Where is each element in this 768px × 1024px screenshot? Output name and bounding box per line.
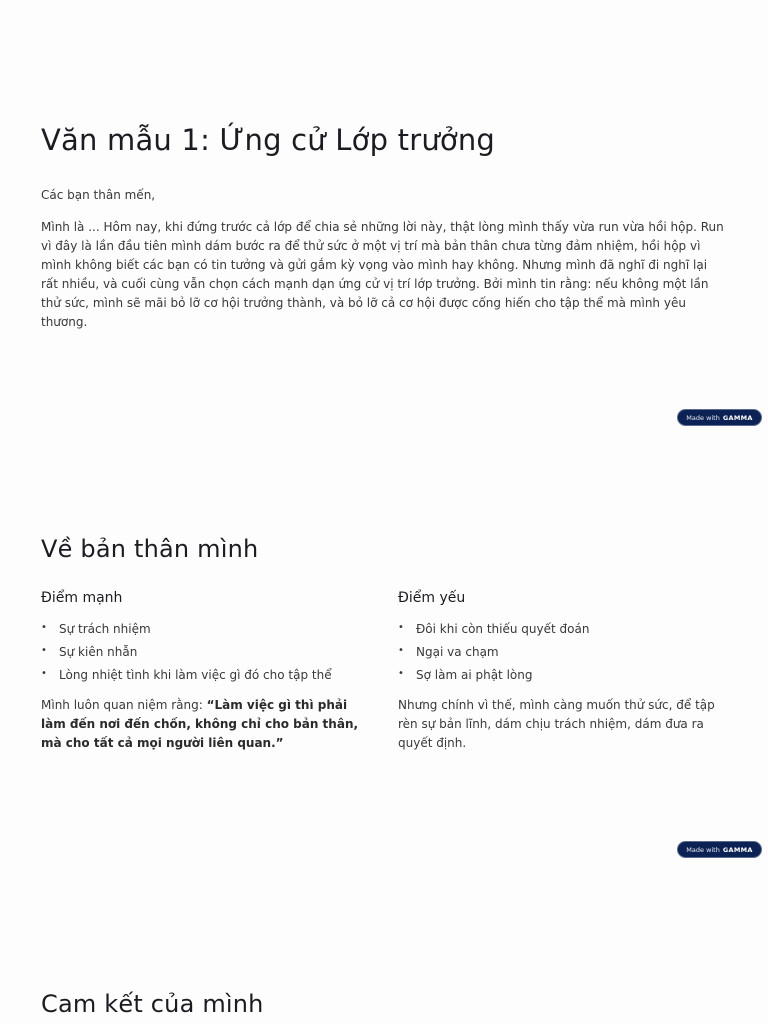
gamma-logo: GAMMA [722, 845, 753, 854]
bullet-icon: • [398, 622, 404, 633]
list-item: • Sự kiên nhẫn [41, 645, 138, 659]
list-item: • Ngại va chạm [398, 645, 499, 659]
list-item: • Đôi khi còn thiếu quyết đoán [398, 622, 590, 636]
greeting-text: Các bạn thân mến, [41, 188, 156, 202]
weaknesses-heading: Điểm yếu [398, 590, 466, 606]
note-prefix: Mình luôn quan niệm rằng: [41, 698, 207, 712]
strengths-column [41, 588, 371, 753]
badge-prefix: Made with [686, 845, 720, 854]
bullet-icon: • [41, 622, 47, 633]
badge-prefix: Made with [686, 413, 720, 422]
made-with-gamma-badge[interactable] [677, 841, 762, 858]
bullet-icon: • [398, 668, 404, 679]
weaknesses-list [398, 622, 728, 683]
strengths-list [41, 622, 371, 683]
list-item: • Sự trách nhiệm [41, 622, 151, 636]
weaknesses-note: Nhưng chính vì thế, mình càng muốn thử sức, để tập rèn sự bản lĩnh, dám chịu trách nhiệm, dám đưa ra quyết định. [398, 698, 715, 750]
slide-about-me [0, 432, 768, 864]
strengths-heading: Điểm mạnh [41, 590, 123, 606]
bullet-icon: • [41, 668, 47, 679]
bullet-icon: • [398, 645, 404, 656]
slide-title: Văn mẫu 1: Ứng cử Lớp trưởng [41, 123, 496, 157]
slide-title: Cam kết của mình [41, 990, 264, 1018]
made-with-gamma-badge[interactable] [677, 409, 762, 426]
slide-candidacy-intro [0, 0, 768, 432]
bullet-icon: • [41, 645, 47, 656]
intro-paragraph: Mình là ... Hôm nay, khi đứng trước cả lớp để chia sẻ những lời này, thật lòng mình thấy vừa run vừa hồi hộp. Run vì đây là lần đầu tiên mình dám bước ra để thử sức ở một vị trí mà bản thân chưa từng đảm nhiệm, hồi hộp vì mình không biết các bạn có tin tưởng và gửi gắm kỳ vọng vào mình hay không. Nhưng mình đã nghĩ đi nghĩ lại rất nhiều, và cuối cùng vẫn chọn cách mạnh dạn ứng cử vị trí lớp trưởng. Bởi mình tin rằng: nếu không một lần thử sức, mình sẽ mãi bỏ lỡ cơ hội trưởng thành, và bỏ lỡ cả cơ hội được cống hiến cho tập thể mà mình yêu thương. [41, 220, 724, 329]
slide-title: Về bản thân mình [41, 535, 259, 563]
strengths-note [41, 696, 371, 753]
slide-commitment [0, 864, 768, 1024]
note-quote: “Làm việc gì thì phải làm đến nơi đến chốn, không chỉ cho bản thân, mà cho tất cả mọi người liên quan.” [41, 698, 359, 750]
list-item: • Lòng nhiệt tình khi làm việc gì đó cho tập thể [41, 668, 332, 682]
weaknesses-column [398, 588, 728, 753]
gamma-logo: GAMMA [722, 413, 753, 422]
list-item: • Sợ làm ai phật lòng [398, 668, 533, 682]
